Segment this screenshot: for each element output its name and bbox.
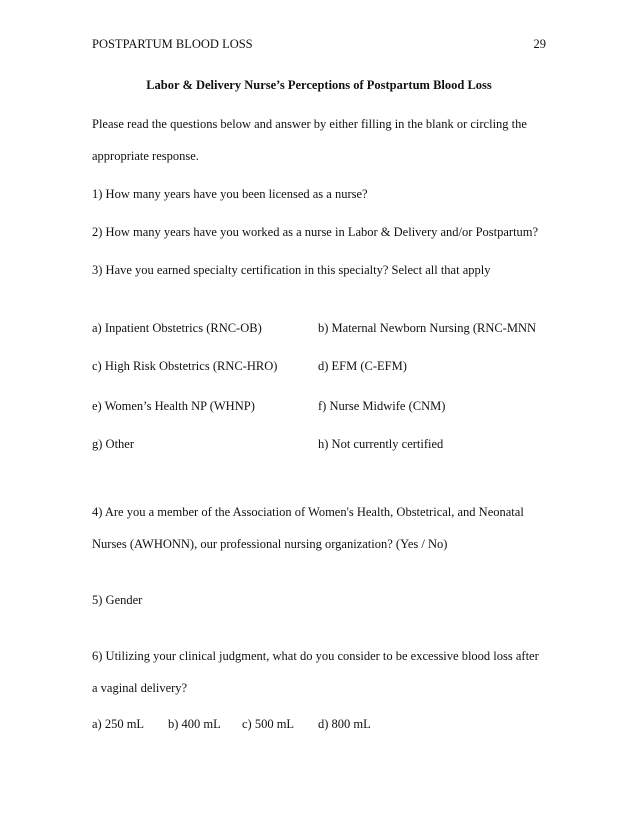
page-number: 29 [533,37,546,51]
q6-option-d: d) 800 mL [318,717,371,731]
q3-option-a: a) Inpatient Obstetrics (RNC-OB) [92,321,262,335]
q3-option-b: b) Maternal Newborn Nursing (RNC-MNN [318,321,537,335]
instructions-line-1: Please read the questions below and answer by either filling in the blank or circling the [92,117,527,131]
question-4-line-1: 4) Are you a member of the Association of Women's Health, Obstetrical, and Neonatal [92,505,524,519]
question-3: 3) Have you earned specialty certification in this specialty? Select all that apply [92,263,491,277]
q6-option-b: b) 400 mL [168,717,221,731]
running-head: POSTPARTUM BLOOD LOSS [92,37,253,51]
q3-option-f: f) Nurse Midwife (CNM) [318,399,446,413]
question-6-line-2: a vaginal delivery? [92,681,188,695]
question-6-line-1: 6) Utilizing your clinical judgment, what do you consider to be excessive blood loss after [92,649,539,663]
q3-option-c: c) High Risk Obstetrics (RNC-HRO) [92,359,278,373]
question-4-line-2: Nurses (AWHONN), our professional nursing organization? (Yes / No) [92,537,448,551]
q3-option-d: d) EFM (C-EFM) [318,359,407,373]
survey-title: Labor & Delivery Nurse’s Perceptions of Postpartum Blood Loss [146,78,492,92]
instructions-line-2: appropriate response. [92,149,199,163]
q3-option-h: h) Not currently certified [318,437,444,451]
question-2: 2) How many years have you worked as a nurse in Labor & Delivery and/or Postpartum? [92,225,539,239]
q3-option-g: g) Other [92,437,134,451]
question-1: 1) How many years have you been licensed as a nurse? [92,187,368,201]
q6-option-c: c) 500 mL [242,717,295,731]
q3-option-e: e) Women’s Health NP (WHNP) [92,399,255,413]
q6-option-a: a) 250 mL [92,717,145,731]
question-5: 5) Gender [92,593,143,607]
